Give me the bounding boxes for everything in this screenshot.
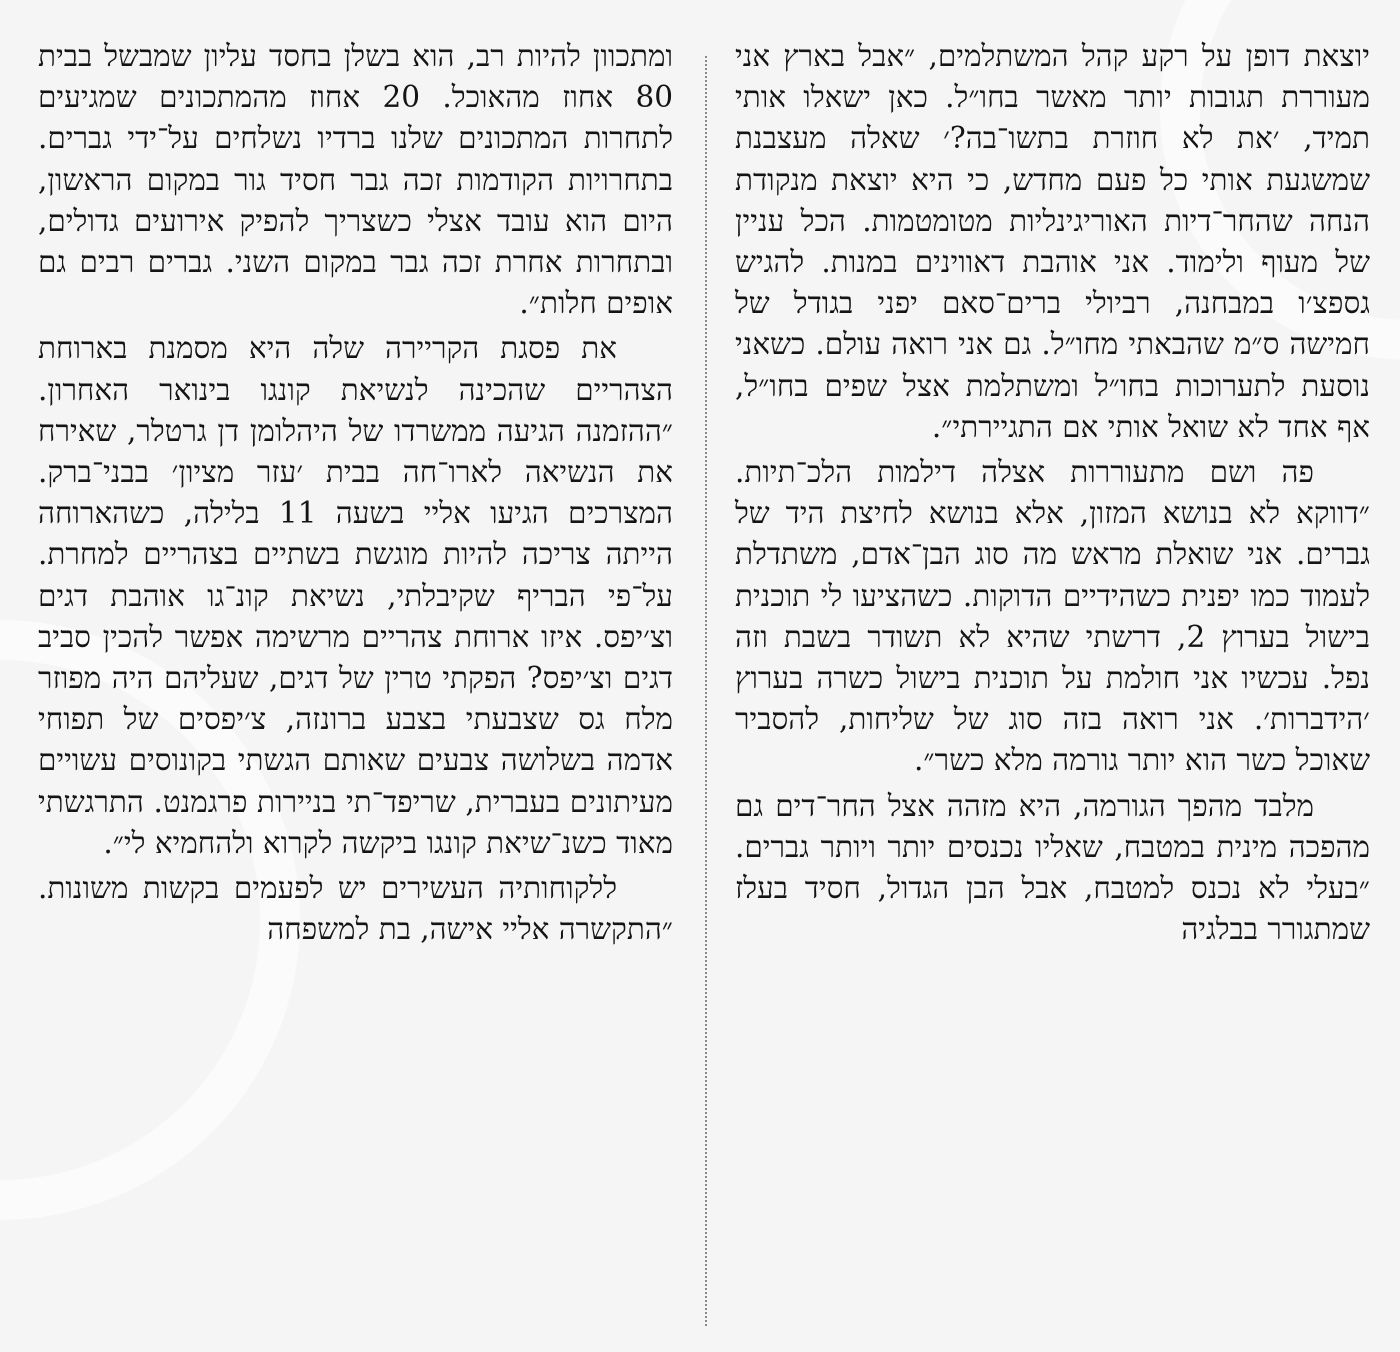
paragraph: פה ושם מתעוררות אצלה דילמות הלכ־תיות. ״דווקא לא בנושא המזון, אלא בנושא לחיצת היד של גברים. אני שואלת מראש מה סוג הבן־אדם, משתדלת לעמוד כמו יפנית כשהידיים הדוקות. כשהציעו לי תוכנית בישול בערוץ 2, דרשתי שהיא לא תשודר בשבת וזה נפל. עכשיו אני חולמת על תוכנית בישול כשרה בערוץ ׳הידברות׳. אני רואה בזה סוג של שליחות, להסביר שאוכל כשר הוא יותר גורמה מלא כשר״.	[735, 455, 1370, 778]
paragraph: את פסגת הקריירה שלה היא מסמנת בארוחת הצהריים שהכינה לנשיאת קונגו בינואר האחרון. ״ההזמנה הגיעה ממשרדו של היהלומן דן גרטלר, שאירח את הנשיאה לארו־חה בבית ׳עזר מציון׳ בבני־ברק. המצרכים הגיעו אליי בשעה 11 בלילה, כשהארוחה הייתה צריכה להיות מוגשת בשתיים בצהריים למחרת. על־פי הבריף שקיבלתי, נשיאת קונ־גו אוהבת דגים וצ׳יפס. איזו ארוחת צהריים מרשימה אפשר להכין סביב דגים וצ׳יפס? הפקתי טרין של דגים, שעליהם היה מפוזר מלח גס שצבעתי בצבע ברונזה, צ׳יפסים של תפוחי אדמה בשלושה צבעים שאותם הגשתי בקונוסים עשויים מעיתונים בעברית, שריפד־תי בניירות פרגמנט. התרגשתי מאוד כשנ־שיאת קונגו ביקשה לקרוא ולהחמיא לי״.	[38, 331, 673, 860]
paragraph: ללקוחותיה העשירים יש לפעמים בקשות משונות. ״התקשרה אליי אישה, בת למשפחה	[38, 871, 673, 947]
column-divider	[705, 56, 707, 1326]
paragraph: ומתכוון להיות רב, הוא בשלן בחסד עליון שמבשל בבית 80 אחוז מהאוכל. 20 אחוז מהמתכונים שמגיעים לתחרות המתכונים שלנו ברדיו נשלחים על־ידי גברים. בתחרויות הקודמות זכה גבר חסיד גור במקום הראשון, היום הוא עובד אצלי כשצריך להפיק אירועים גדולים, ובתחרות אחרת זכה גבר במקום השני. גברים רבים גם אופים חלות״.	[38, 39, 673, 321]
right-column	[735, 36, 1370, 954]
paragraph: מלבד מהפך הגורמה, היא מזהה אצל החר־דים גם מהפכה מינית במטבח, שאליו נכנסים יותר ויותר גברים. ״בעלי לא נכנס למטבח, אבל הבן הגדול, חסיד בעלז שמתגורר בבלגיה	[735, 788, 1370, 947]
left-column	[38, 36, 673, 954]
article-page	[38, 36, 1370, 1336]
paragraph: יוצאת דופן על רקע קהל המשתלמים, ״אבל בארץ אני מעוררת תגובות יותר מאשר בחו״ל. כאן ישאלו אותי תמיד, ׳את לא חוזרת בתשו־בה?׳ שאלה מעצבנת שמשגעת אותי כל פעם מחדש, כי היא יוצאת מנקודת הנחה שהחר־דיות האוריגינליות מטומטמות. הכל עניין של מעוף ולימוד. אני אוהבת דאווינים במנות. להגיש גספצ׳ו במבחנה, רביולי ברים־סאם יפני בגודל של חמישה ס״מ שהבאתי מחו״ל. גם אני רואה עולם. כשאני נוסעת לתערוכות בחו״ל ומשתלמת אצל שפים בחו״ל, אף אחד לא שואל אותי אם התגיירתי״.	[735, 39, 1370, 444]
